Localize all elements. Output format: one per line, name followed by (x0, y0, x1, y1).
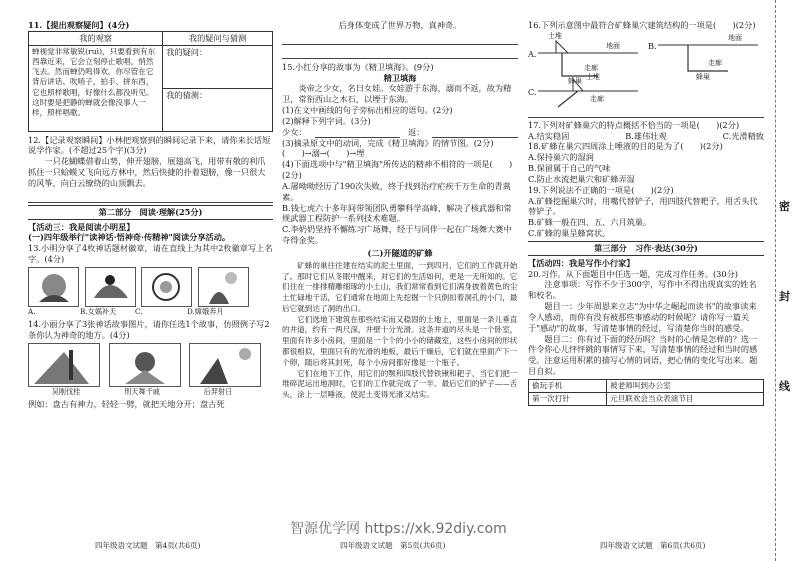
q20-text: 20.习作。从下面题目中任选一题，完成习作任务。(30分) (528, 268, 738, 279)
q14-images (28, 343, 273, 387)
diag-label-mound-c: 土堆 (586, 72, 600, 81)
story-image-2-illustration (110, 344, 180, 386)
page-4-column (28, 20, 273, 409)
badge-d-illustration (199, 268, 248, 306)
badge-b-caption: B.女娲补天 (80, 306, 117, 316)
diag-label-ground-a: 地面 (606, 41, 620, 50)
seal-char-1: 密 (779, 200, 790, 213)
footer-page-6: 四年级语文试题 第6页(共6页) (600, 541, 706, 550)
q20-topic-2: 题目二：你有过下面的经历吗？当时的心情是怎样的？选一件令你心儿怦怦跳的事情写下来，写清楚事情的经过和当时的感受。注意运用积累的描写心情的词语，把心情的变化写出来。题目自拟。 (528, 333, 758, 377)
q11-title: 11.【提出观察疑问】(4分) (28, 20, 130, 30)
q14-captions (28, 387, 273, 397)
story-image-1-illustration (29, 344, 99, 386)
q18-text: 18.矿蜂在巢穴四周涂上唾液的目的是为了( )(2分) (528, 141, 723, 152)
q19-option-c: C.矿蜂的巢呈蜂窝状。 (528, 228, 611, 239)
word1-label: 少女： (282, 126, 307, 137)
option-a-label: A. (528, 48, 537, 59)
word1-blank[interactable] (315, 127, 401, 138)
q14-example: 例如：盘古有神力，轻轻一劈，就把天地分开；盘古死 (28, 398, 225, 409)
q19-option-b: B.矿蜂一般在四、五、六月筑巢。 (528, 217, 652, 228)
badge-c-illustration (142, 268, 191, 306)
q16-text: 16.下列示意图中最符合矿蜂巢穴建筑结构的一项是( )(2分) (528, 20, 756, 30)
badge-b (85, 267, 136, 307)
q18-option-b: B.保留属于自己的气味 (528, 163, 611, 174)
watermark-text: 智源优学网 https://xk.92diy.com (290, 521, 507, 537)
q15-option-a: A.屠呦呦经历了190次失败，终于找到治疗疟疾千万生命的青蒿素。 (282, 180, 511, 202)
q16-divider (528, 111, 764, 118)
seal-char-3: 线 (779, 380, 790, 393)
plot-chain: ( )→溺→( )→堙 (282, 148, 365, 159)
story-image-1 (28, 343, 100, 387)
grid-cell-4: 元旦联欢会当众表演节目 (606, 392, 763, 405)
story-caption-2: 刑天舞干戚 (124, 387, 160, 397)
q11-question-label: 我的疑问： (166, 46, 208, 57)
badge-d-caption: D.嫦娥奔月 (187, 306, 224, 316)
diag-label-ground-b: 地面 (728, 33, 742, 42)
q20-requirements: 注意事项：写作不少于300字，写作中不得出现真实的姓名和校名。 (528, 279, 757, 301)
q17-options (528, 131, 764, 142)
diag-label-corridor-c: 走廊 (590, 94, 604, 103)
q13-badges (28, 267, 273, 307)
q12-answer-line[interactable] (28, 191, 273, 203)
q15-sub4: (4)下面选项中与"精卫填海"所传达的精神不相符的一项是( )(2分) (282, 159, 513, 181)
q14-answer-line-2[interactable] (282, 47, 518, 59)
activity3-heading: 【活动三：我是阅读小明星】 (28, 221, 135, 232)
q12-text: 一只花蝴蝶借着山势，伸开翅膀，展翅高飞，用带有敬的利爪抓住一只蛤蟆又飞向远方林中，然后快捷的扑着翅膀，像一只很大的风筝，向白云缭绕的山顶飘去。 (28, 156, 266, 188)
q14-answer-line-1[interactable] (282, 33, 518, 45)
badge-a-illustration (29, 268, 78, 306)
q20-topic-grid (528, 379, 764, 406)
diag-label-corridor-a: 走廊 (584, 63, 598, 72)
story-caption-1: 吴刚伐桂 (51, 387, 81, 397)
q17-option-a: A.结实稳固 (528, 130, 570, 141)
passage2-para1: 矿蜂的巢往往建在结实的泥土里面，一到四月，它们的工作就开始了。那时它们从冬眠中醒来，对它们的生活如何，更是一无所知的。它们住在一排排精雕细琢的小土山，我们常常看到它们满身披着黄色的尘土忙碌地干活，它们通常在地面上先挖掘一个只倒扣着洞孔的小门，最后它就到达了洞的出口。 (282, 260, 518, 313)
q14-text: 14.小丽分享了3张神话故事图片，请你任选1个故事，仿照例子写2条你认为神奇的地方。(4分) (28, 319, 270, 341)
q15-sub3: (3)摘录原文中的动词，完成《精卫填海》的情节图。(2分) (282, 137, 494, 148)
activity3-subheading: (一)四年级举行"读神话·悟神奇·传精神"阅读分享活动。 (28, 232, 231, 243)
q15-option-b: B.钱七虎六十多年间带领团队勇攀科学高峰，解决了核武器和常规武器工程防护一系列技术难题。 (282, 202, 512, 224)
grid-cell-2: 被老师叫到办公室 (606, 379, 763, 392)
q17-option-c: C.光滑精致 (722, 130, 764, 141)
diag-label-corridor-b: 走廊 (708, 58, 722, 67)
word2-label: 返： (408, 126, 425, 137)
poem-text: 炎帝之少女，名曰女娃。女娃游于东海，溺而不返，故为精卫，常衔西山之木石，以堙于东海。 (282, 83, 512, 105)
q20-topic-1: 题目一：少年周恩来立志"为中华之崛起而读书"的故事读来令人感动，而你有没有被那些事感动的时候呢？请你写一篇关于"感动"的故事，写清楚事情的经过，写清楚你当时的感受。 (528, 301, 757, 333)
q15-option-c: C.李奶奶坚持不懈练习广场舞，经于与同伴一起在广场舞大赛中夺得金奖。 (282, 224, 512, 246)
diagram-a-mound (556, 41, 568, 53)
q15-text: 15.小红分享的故事为《精卫填海》。(9分) (282, 61, 434, 72)
passage2-para3: 它们在地下工作，用它们的颚和四肢代替铁锹和耙子，当它们把一堆碎泥运出地洞时，它们的工作就完成了一半。最后它们的铲子——舌头，涂上一层唾液，使泥土变得光滑又结实。 (282, 368, 518, 400)
part2-heading: 第二部分 阅读·理解(25分) (28, 205, 273, 220)
option-b-label: B. (648, 40, 657, 51)
footer-page-5: 四年级语文试题 第5页(共6页) (340, 541, 446, 550)
footer-page-4: 四年级语文试题 第4页(共6页) (95, 541, 201, 550)
story-image-2 (109, 343, 181, 387)
diagram-c-tunnel (558, 91, 578, 107)
q11-observation-text: 蝉视觉非常敏锐(ruì)，只要看到有东西靠近来，它会立刻停止歌唱，悄然飞去。然而蝉仍鸣得欢。你尽管在它背后讲话、吹哨子，拍手、拼东西，它也照样歌唱，好像什么都没听见。这时要是把静的蝉就会像没事人一样，照样唱歌。 (29, 45, 163, 131)
part3-heading: 第三部分 习作·表达(30分) (528, 241, 764, 256)
q18-option-a: A.保持巢穴的湿润 (528, 152, 594, 163)
badge-c-caption: C. (135, 306, 143, 316)
q14-example-continued: 后身体变成了世界万物，真神奇。 (338, 20, 462, 30)
q17-option-b: B.雄伟壮观 (625, 130, 667, 141)
diag-label-mound-a: 土堆 (548, 31, 562, 40)
q15-word-blanks (282, 127, 518, 138)
q11-guess-cell[interactable] (163, 88, 273, 131)
badge-b-illustration (86, 268, 135, 306)
q19-text: 19.下列说法不正确的一项是( )(2分) (528, 184, 674, 195)
q15-sub1: (1)在文中画线的句子旁标出相应的语句。(2分) (282, 105, 453, 116)
diag-label-nest-a: 蜂巢 (568, 76, 582, 85)
passage2-title: (二)开隧道的矿蜂 (367, 247, 433, 258)
q19-option-a: A.矿蜂挖掘巢穴时，用嘴代替铲子，用四肢代替耙子，用舌头代替铲子。 (528, 195, 758, 217)
seal-char-2: 封 (779, 290, 790, 303)
grid-cell-1: 偷玩手机 (529, 379, 607, 392)
diag-label-nest-b: 蜂巢 (696, 72, 710, 81)
story-caption-3: 后羿射日 (203, 387, 233, 397)
q11-guess-label: 我的猜测： (166, 89, 208, 100)
story-image-3-illustration (190, 344, 260, 386)
q11-table (28, 31, 273, 132)
q11-question-cell[interactable] (163, 45, 273, 88)
badge-d (198, 267, 249, 307)
page-6-column (528, 20, 764, 406)
q11-header-observation: 我的观察 (29, 31, 163, 45)
q15-sub2: (2)解释下列字词。(3分) (282, 115, 371, 126)
seal-line (775, 0, 793, 561)
word2-blank[interactable] (432, 127, 518, 138)
q12-title: 12.【记录观察瞬间】小林把观察到的瞬间记录下来，请你来长话短说学作家。(不超过25个字)(3分) (28, 134, 271, 156)
badge-c (141, 267, 192, 307)
q17-text: 17.下列对矿蜂巢穴的特点概括不恰当的一项是( )(2分) (528, 119, 740, 130)
story-image-3 (189, 343, 261, 387)
poem-title: 精卫填海 (383, 72, 417, 83)
q18-option-c: C.防止水流把巢穴和矿蜂弄湿 (528, 173, 635, 184)
q13-captions (28, 307, 273, 317)
badge-a-caption: A. (28, 306, 36, 316)
q13-text: 13.小明分享了4枚神话题材徽章，请在直线上为其中2枚徽章写上名字。(4分) (28, 243, 273, 265)
q11-header-question: 我的疑问与猜测 (163, 31, 273, 45)
page-5-column (282, 20, 518, 401)
activity4-heading: 【活动四：我是写作小行家】 (528, 257, 635, 268)
passage2-para2: 它们选地下建筑在那些结实而又稳固的土地上，里面是一条儿垂直的井道，约有一两尺深，井壁十分光滑。这条井道的尽头是一个卧室，里面有许多小房间，里面是一个个的小小的储藏室，这些小房间的形状都很相似，里面只有的光滑的地板，最后干燥后，它们就在里面产下一个卵，随后将其封死，每个小房间都好像是一个瓶子。 (282, 314, 518, 367)
option-c-label: C. (528, 86, 537, 97)
badge-a (28, 267, 79, 307)
grid-cell-3: 第一次打针 (529, 392, 607, 405)
q16-diagrams (528, 31, 764, 109)
